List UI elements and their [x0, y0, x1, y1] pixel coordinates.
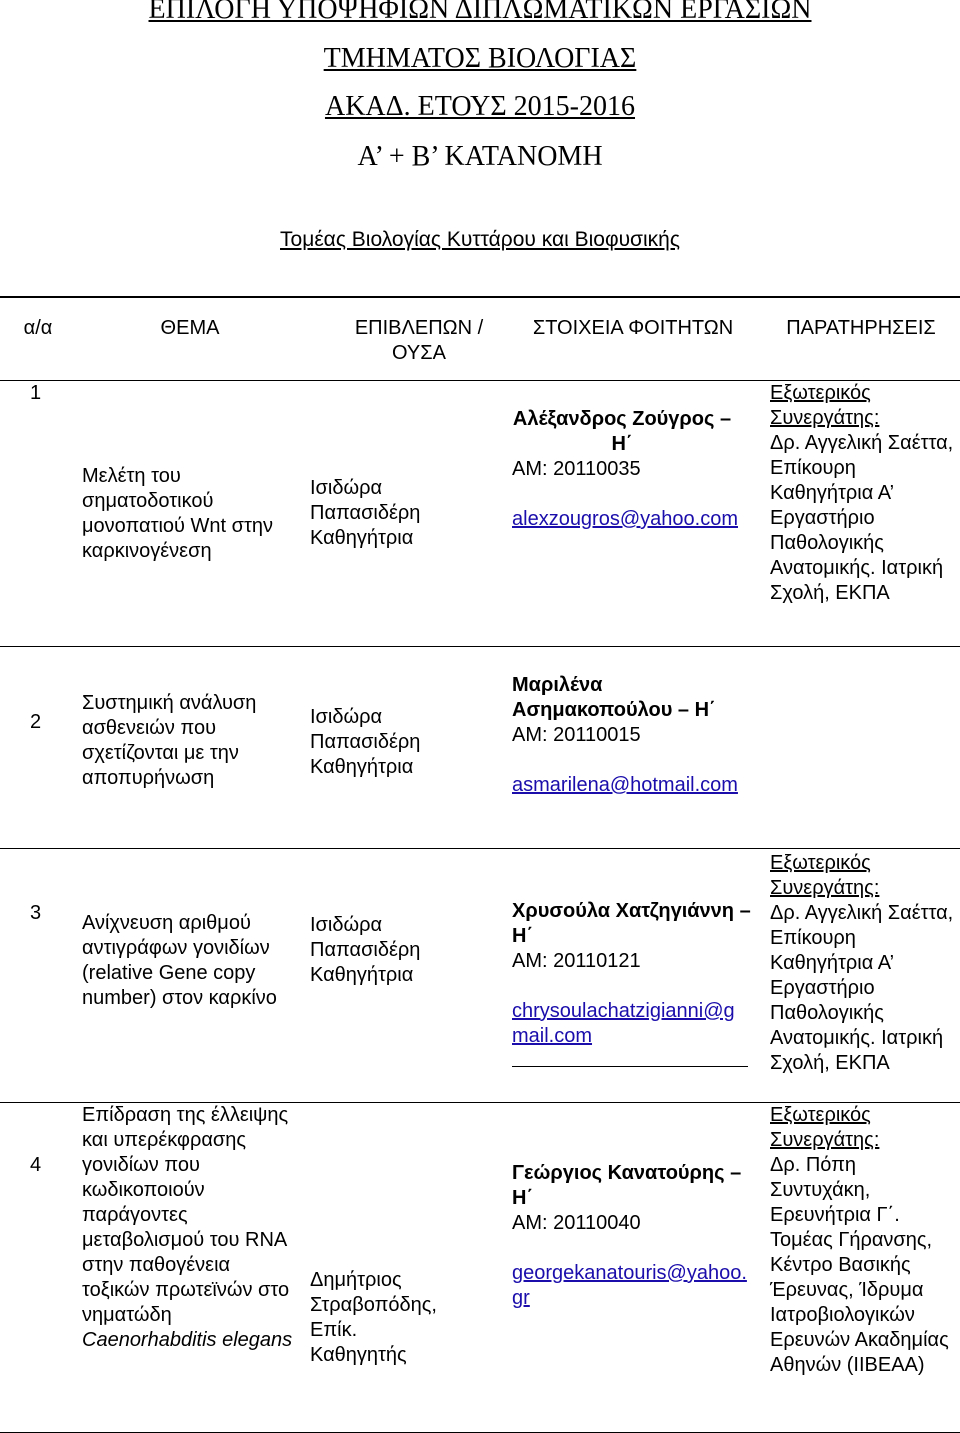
- student-name: Γεώργιος Κανατούρης – Η΄: [512, 1162, 742, 1209]
- student-email-link[interactable]: chrysoulachatzigianni@gmail.com: [512, 1000, 735, 1047]
- supervisor-cell: [304, 647, 504, 849]
- notes-cell: [762, 849, 960, 1103]
- topic-cell: [76, 647, 304, 849]
- topic-text: Επίδραση της έλλειψης και υπερέκφρασης γονιδίων που κωδικοποιούν παράγοντες μεταβολισμού του RNA στην παθογένεια τοξικών πρωτεϊνών στο νηματώδη: [82, 1104, 290, 1326]
- student-cell: [504, 1103, 762, 1433]
- supervisor-text: Δημήτριος Στραβοπόδης, Επίκ. Καθηγητής: [310, 1268, 437, 1366]
- student-cell: [504, 381, 762, 647]
- student-name: Αλέξανδρος Ζούγρος – Η΄: [512, 408, 732, 455]
- supervisor-text: Ισιδώρα Παπασιδέρη Καθηγήτρια: [310, 477, 421, 549]
- student-am: ΑΜ: 20110121: [512, 950, 641, 972]
- notes-label: Εξωτερικός Συνεργάτης:: [770, 1104, 880, 1151]
- student-am: ΑΜ: 20110040: [512, 1212, 641, 1234]
- table-header-row: [0, 297, 960, 381]
- notes-label: Εξωτερικός Συνεργάτης:: [770, 852, 880, 899]
- supervisor-cell: [304, 849, 504, 1103]
- notes-cell: [762, 647, 960, 849]
- email-underline-divider: [512, 1066, 748, 1067]
- supervisor-text: Ισιδώρα Παπασιδέρη Καθηγήτρια: [310, 706, 421, 778]
- header-line-4: Α’ + Β’ ΚΑΤΑΝΟΜΗ: [357, 141, 603, 172]
- student-cell: [504, 647, 762, 849]
- row-number: 2: [0, 647, 76, 849]
- row-number: 1: [0, 381, 76, 647]
- student-name: Χρυσούλα Χατζηγιάννη – Η΄: [512, 900, 751, 947]
- supervisor-text: Ισιδώρα Παπασιδέρη Καθηγήτρια: [310, 914, 421, 986]
- notes-cell: [762, 1103, 960, 1433]
- topic-text: Συστημική ανάλυση ασθενειών που σχετίζονται με την αποπυρήνωση: [82, 691, 257, 789]
- col-header-students: ΣΤΟΙΧΕΙΑ ΦΟΙΤΗΤΩΝ: [504, 297, 762, 381]
- student-email-link[interactable]: alexzougros@yahoo.com: [512, 508, 738, 530]
- col-header-supervisor: ΕΠΙΒΛΕΠΩΝ / ΟΥΣΑ: [304, 297, 504, 381]
- sector-title: Τομέας Βιολογίας Κυττάρου και Βιοφυσικής: [280, 228, 680, 251]
- theses-table: [0, 296, 960, 1433]
- student-cell: [504, 849, 762, 1103]
- table-row: [0, 647, 960, 849]
- header-line-3: ΑΚΑΔ. ΕΤΟΥΣ 2015-2016: [324, 91, 636, 122]
- col-header-topic: ΘΕΜΑ: [76, 297, 304, 381]
- notes-label: Εξωτερικός Συνεργάτης:: [770, 382, 880, 429]
- notes-text: Δρ. Πόπη Συντυχάκη, Ερευνήτρια Γ΄. Τομέας Γήρανσης, Κέντρο Βασικής Έρευνας, Ίδρυμα Ιατροβιολογικών Ερευνών Ακαδημίας Αθηνών (ΙΙΒΕΑΑ): [770, 1154, 949, 1376]
- table-row: [0, 1103, 960, 1433]
- table-row: [0, 849, 960, 1103]
- student-name: Μαριλένα Ασημακοπούλου – Η΄: [512, 674, 716, 721]
- topic-organism: Caenorhabditis elegans: [82, 1329, 293, 1351]
- student-am: ΑΜ: 20110015: [512, 724, 641, 746]
- notes-text: Δρ. Αγγελική Σαέττα, Επίκουρη Καθηγήτρια Α’ Εργαστήριο Παθολογικής Ανατομικής. Ιατρική Σχολή, ΕΚΠΑ: [770, 432, 954, 604]
- row-number: 4: [0, 1103, 76, 1433]
- col-header-notes: ΠΑΡΑΤΗΡΗΣΕΙΣ: [762, 297, 960, 381]
- topic-cell: [76, 1103, 304, 1433]
- notes-cell: [762, 381, 960, 647]
- supervisor-cell: [304, 1103, 504, 1433]
- student-am: ΑΜ: 20110035: [512, 458, 641, 480]
- supervisor-cell: [304, 381, 504, 647]
- student-email-link[interactable]: georgekanatouris@yahoo.gr: [512, 1262, 747, 1309]
- row-number: 3: [0, 849, 76, 1103]
- student-email-link[interactable]: asmarilena@hotmail.com: [512, 774, 738, 796]
- header-line-2: ΤΜΗΜΑΤΟΣ ΒΙΟΛΟΓΙΑΣ: [323, 43, 637, 74]
- topic-cell: [76, 849, 304, 1103]
- table-row: [0, 381, 960, 647]
- notes-text: Δρ. Αγγελική Σαέττα, Επίκουρη Καθηγήτρια Α’ Εργαστήριο Παθολογικής Ανατομικής. Ιατρική Σχολή, ΕΚΠΑ: [770, 902, 954, 1074]
- topic-cell: [76, 381, 304, 647]
- topic-text: Μελέτη του σηματοδοτικού μονοπατιού Wnt στην καρκινογένεση: [82, 464, 274, 562]
- header-line-1: ΕΠΙΛΟΓΗ ΥΠΟΨΗΦΙΩΝ ΔΙΠΛΩΜΑΤΙΚΩΝ ΕΡΓΑΣΙΩΝ: [148, 0, 812, 25]
- col-header-num: α/α: [0, 297, 76, 381]
- topic-text: Ανίχνευση αριθμού αντιγράφων γονιδίων (relative Gene copy number) στον καρκίνο: [82, 911, 277, 1009]
